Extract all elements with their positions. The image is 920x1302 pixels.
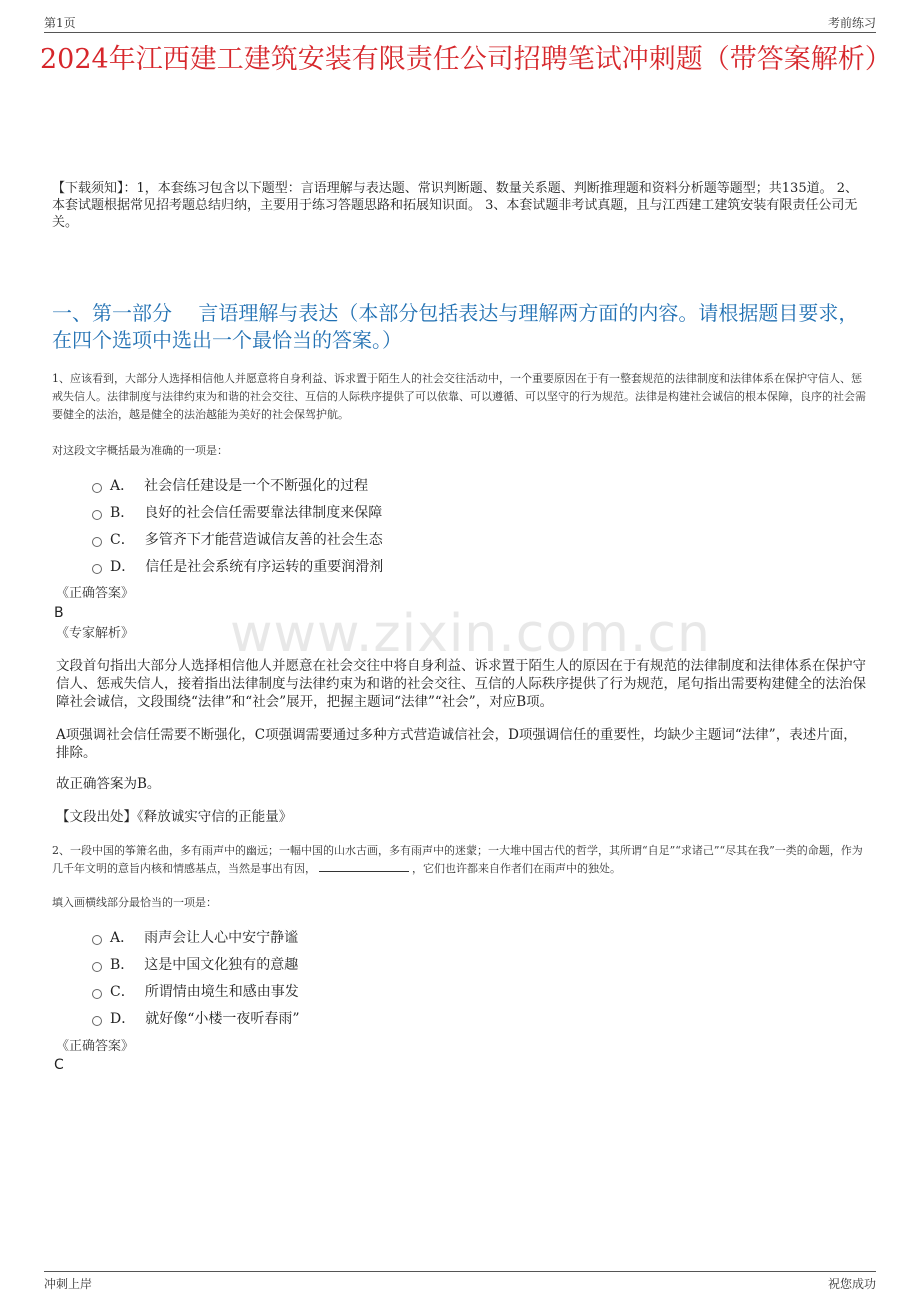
section-title: 一、第一部分 言语理解与表达（本部分包括表达与理解两方面的内容。请根据题目要求，在四个选项中选出一个最恰当的答案。）: [52, 301, 859, 352]
radio-icon[interactable]: [92, 483, 102, 493]
radio-icon[interactable]: [92, 564, 102, 574]
page-number: 第1页: [44, 16, 76, 30]
option-a[interactable]: A． 社会信任建设是一个不断强化的过程: [92, 472, 383, 499]
correct-answer: B: [54, 605, 64, 621]
question-1-prompt: 对这段文字概括最为准确的一项是：: [52, 444, 228, 457]
option-a[interactable]: A． 雨声会让人心中安宁静谧: [92, 924, 300, 951]
question-2-text: 2、一段中国的筝箫名曲，多有雨声中的幽远；一幅中国的山水古画，多有雨声中的迷蒙；一大堆中国古代的哲学，其所谓“自足”“求诸己”“尽其在我”一类的命题，作为几千年文明的意旨内核和情感基点，当然是事出有因， ，它们也许都来自作者们在雨声中的独处。: [52, 844, 863, 875]
page-footer: [44, 1271, 876, 1292]
answer-tag: 《正确答案》: [56, 1039, 135, 1054]
document-title: 2024年江西建工建筑安装有限责任公司招聘笔试冲刺题（带答案解析）: [40, 44, 892, 75]
header-label: 考前练习: [827, 16, 876, 30]
footer-left: 冲刺上岸: [44, 1277, 93, 1291]
analysis-paragraph: 文段首句指出大部分人选择相信他人并愿意在社会交往中将自身利益、诉求置于陌生人的原因在于有规范的法律制度和法律体系在保护守信人、惩戒失信人，接着指出法律制度与法律约束为和谐的社会交往、互信的人际秩序提供了行为规范，尾句指出需要构建健全的法治保障社会诚信，文段围绕“法律”和“社会”展开，把握主题词“法律”“社会”，对应B项。: [56, 658, 866, 710]
correct-answer: C: [54, 1057, 64, 1073]
download-notice: 【下载须知】：1，本套练习包含以下题型：言语理解与表达题、常识判断题、数量关系题、判断推理题和资料分析题等题型；共135道。 2、本套试题根据常见招考题总结归纳，主要用于练习答题思路和拓展知识面。 3、本套试题非考试真题，且与江西建工建筑安装有限责任公司无关。: [52, 181, 858, 230]
radio-icon[interactable]: [92, 935, 102, 945]
watermark: www.zixin.com.cn: [230, 604, 711, 664]
question-2-prompt: 填入画横线部分最恰当的一项是：: [52, 896, 217, 909]
question-2-options: [92, 924, 300, 1032]
option-c[interactable]: C． 所谓情由境生和感由事发: [92, 978, 300, 1005]
option-c[interactable]: C． 多管齐下才能营造诚信友善的社会生态: [92, 526, 383, 553]
answer-tag: 《正确答案》: [56, 586, 135, 601]
radio-icon[interactable]: [92, 510, 102, 520]
question-1-options: [92, 472, 383, 580]
radio-icon[interactable]: [92, 989, 102, 999]
analysis-conclusion: 故正确答案为B。: [56, 776, 161, 792]
radio-icon[interactable]: [92, 962, 102, 972]
option-b[interactable]: B． 这是中国文化独有的意趣: [92, 951, 300, 978]
option-b[interactable]: B． 良好的社会信任需要靠法律制度来保障: [92, 499, 383, 526]
option-d[interactable]: D． 就好像“小楼一夜听春雨”: [92, 1005, 300, 1032]
page-header: [44, 14, 876, 33]
radio-icon[interactable]: [92, 1016, 102, 1026]
analysis-tag: 《专家解析》: [56, 626, 135, 641]
footer-right: 祝您成功: [827, 1277, 876, 1291]
question-1-text: 1、应该看到，大部分人选择相信他人并愿意将自身利益、诉求置于陌生人的社会交往活动中，一个重要原因在于有一整套规范的法律制度和法律体系在保护守信人、惩戒失信人。法律制度与法律约束为和谐的社会交往、互信的人际秩序提供了可以依靠、可以遵循、可以坚守的行为规范。法律是构建社会诚信的根本保障，良序的社会需要健全的法治，越是健全的法治越能为美好的社会保驾护航。: [52, 372, 866, 421]
radio-icon[interactable]: [92, 537, 102, 547]
source-citation: 【文段出处】《释放诚实守信的正能量》: [56, 809, 293, 825]
analysis-paragraph: A项强调社会信任需要不断强化，C项强调需要通过多种方式营造诚信社会，D项强调信任的重要性，均缺少主题词“法律”，表述片面，排除。: [56, 727, 857, 761]
option-d[interactable]: D． 信任是社会系统有序运转的重要润滑剂: [92, 553, 383, 580]
fill-blank: [319, 861, 409, 872]
